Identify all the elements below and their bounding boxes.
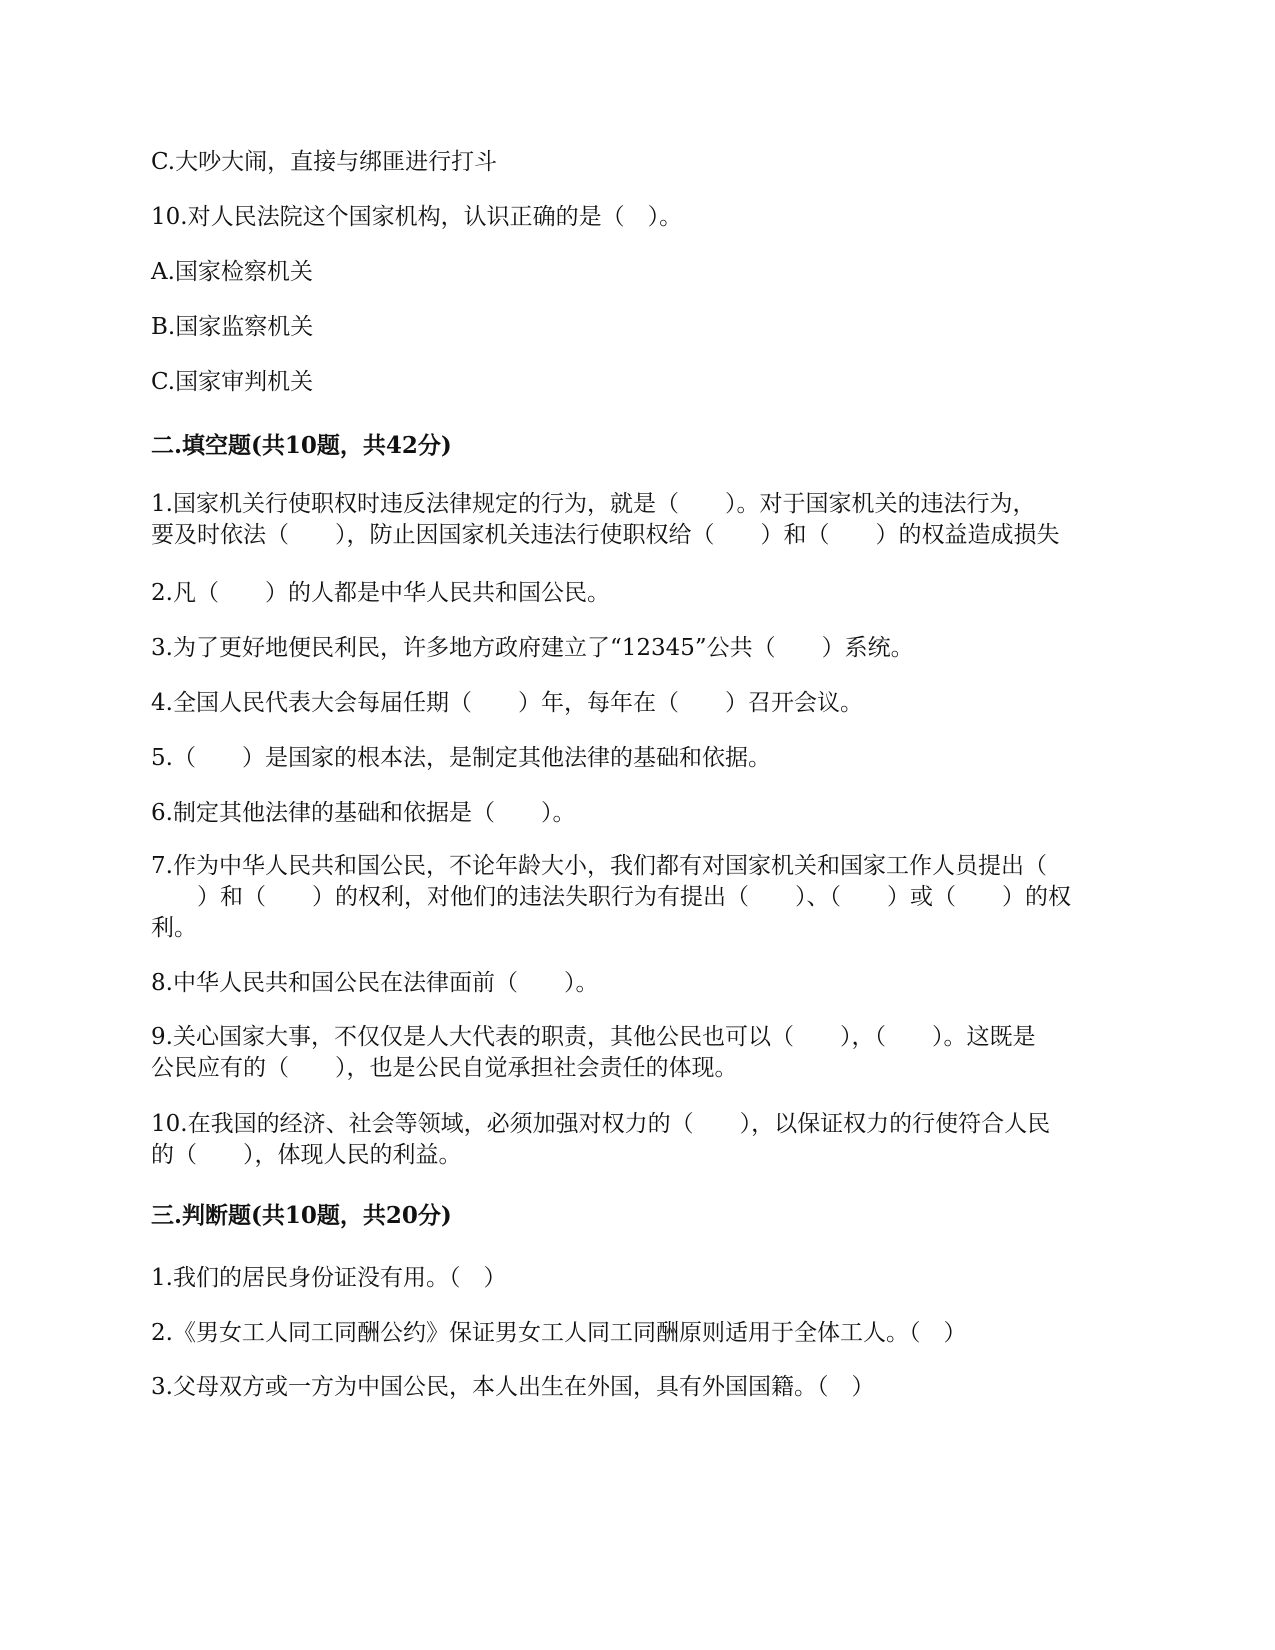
question-line: 10.在我国的经济、社会等领域，必须加强对权力的（ ），以保证权力的行使符合人民 <box>151 1111 1051 1137</box>
fill-question-1 <box>151 489 1126 551</box>
judge-question-3: 3.父母双方或一方为中国公民，本人出生在外国，具有外国国籍。（ ） <box>151 1374 875 1400</box>
question-stem: 10.对人民法院这个国家机构，认识正确的是（ ）。 <box>151 204 683 230</box>
section-heading-fill-in: 二.填空题(共10题，共42分) <box>151 432 452 459</box>
question-option: C.国家审判机关 <box>151 369 314 395</box>
fill-question-8: 8.中华人民共和国公民在法律面前（ ）。 <box>151 970 599 996</box>
fill-question-9 <box>151 1022 1126 1084</box>
judge-question-2: 2.《男女工人同工同酬公约》保证男女工人同工同酬原则适用于全体工人。（ ） <box>151 1320 967 1346</box>
question-line: 1.国家机关行使职权时违反法律规定的行为，就是（ ）。对于国家机关的违法行为， <box>151 491 1036 517</box>
question-line: 公民应有的（ ），也是公民自觉承担社会责任的体现。 <box>151 1055 738 1081</box>
judge-question-1: 1.我们的居民身份证没有用。（ ） <box>151 1265 507 1291</box>
fill-question-10 <box>151 1109 1126 1171</box>
question-line: 要及时依法（ ），防止因国家机关违法行使职权给（ ）和（ ）的权益造成损失 <box>151 522 1060 548</box>
fill-question-3: 3.为了更好地便民利民，许多地方政府建立了“12345”公共（ ）系统。 <box>151 635 914 661</box>
question-line: 7.作为中华人民共和国公民，不论年龄大小，我们都有对国家机关和国家工作人员提出（ <box>151 853 1047 879</box>
question-line: 9.关心国家大事，不仅仅是人大代表的职责，其他公民也可以（ ），（ ）。这既是 <box>151 1024 1036 1050</box>
section-heading-true-false: 三.判断题(共10题，共20分) <box>151 1202 452 1229</box>
question-option: A.国家检察机关 <box>151 259 313 285</box>
fill-question-5: 5.（ ）是国家的根本法，是制定其他法律的基础和依据。 <box>151 745 771 771</box>
fill-question-2: 2.凡（ ）的人都是中华人民共和国公民。 <box>151 580 610 606</box>
fill-question-7 <box>151 851 1126 944</box>
question-option: C.大吵大闹，直接与绑匪进行打斗 <box>151 149 498 175</box>
question-line: 利。 <box>151 915 197 941</box>
fill-question-4: 4.全国人民代表大会每届任期（ ）年，每年在（ ）召开会议。 <box>151 690 863 716</box>
question-option: B.国家监察机关 <box>151 314 314 340</box>
fill-question-6: 6.制定其他法律的基础和依据是（ ）。 <box>151 800 576 826</box>
question-line: 的（ ），体现人民的利益。 <box>151 1142 462 1168</box>
question-line: ）和（ ）的权利，对他们的违法失职行为有提出（ ）、（ ）或（ ）的权 <box>151 884 1071 910</box>
